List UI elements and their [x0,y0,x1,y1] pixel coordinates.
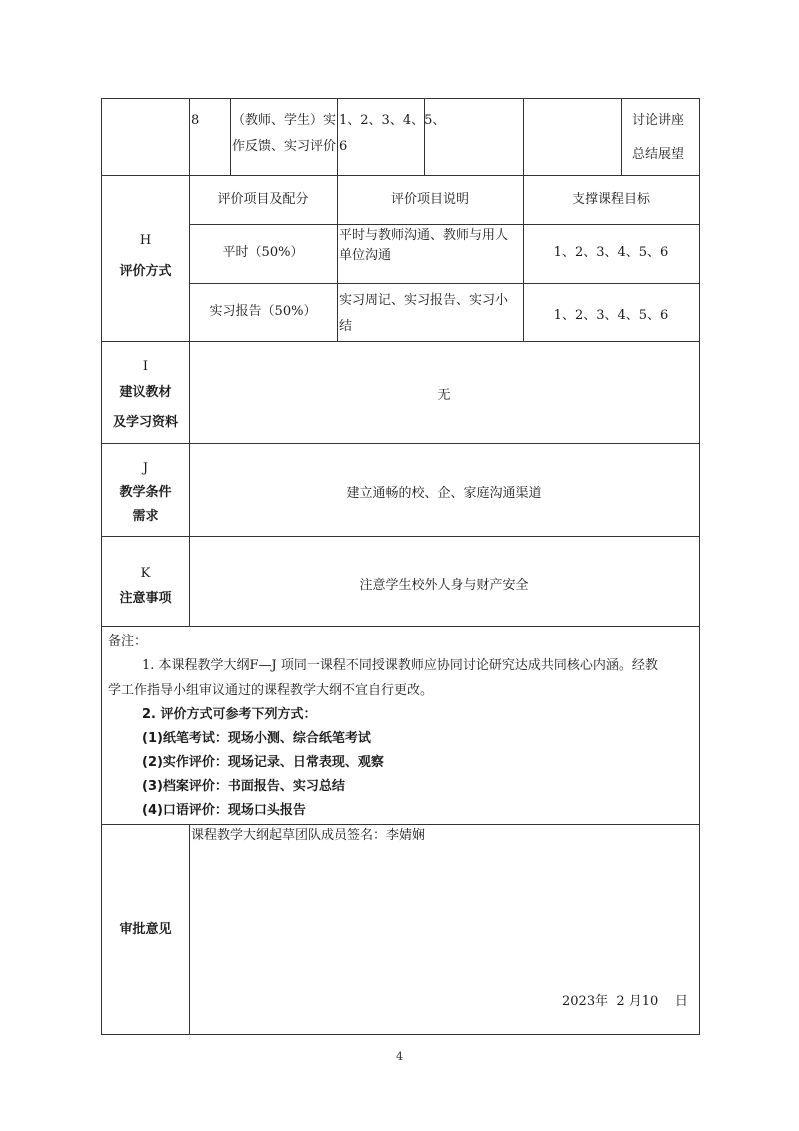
eval-desc-report-2: 结 [339,319,353,334]
goals-line-2: 6 [339,139,348,154]
row-number: 8 [191,113,200,128]
method-line-2: 总结展望 [632,147,685,162]
approval-date: 2023年 2 月10 日 [562,994,688,1009]
section-h-letter: H [139,233,152,248]
section-i-content: 无 [437,388,451,403]
eval-desc-usual-2: 单位沟通 [339,248,392,263]
eval-goals-report: 1、2、3、4、5、6 [553,308,669,323]
method-line-1: 讨论讲座 [632,113,685,128]
notes-line-2: 学工作指导小组审议通过的课程教学大纲不宜自行更改。 [108,683,434,698]
eval-goals-usual: 1、2、3、4、5、6 [553,245,669,260]
section-j-letter: J [142,461,149,476]
notes-item-3: (3)档案评价：书面报告、实习总结 [142,779,345,794]
header-description: 评价项目说明 [390,192,469,207]
page-number: 4 [396,1050,403,1063]
section-k-letter: K [140,566,151,581]
section-h-title: 评价方式 [119,264,172,279]
eval-desc-usual-1: 平时与教师沟通、教师与用人 [339,228,509,243]
section-k-content: 注意学生校外人身与财产安全 [359,578,529,593]
header-goals: 支撑课程目标 [571,192,650,207]
eval-desc-report-1: 实习周记、实习报告、实习小 [339,293,509,308]
activity-line-2: 作反馈、实习评价 [232,139,337,154]
header-item: 评价项目及配分 [217,192,309,207]
section-j-title-1: 教学条件 [119,485,172,500]
eval-item-report: 实习报告（50%） [209,304,317,319]
eval-item-usual: 平时（50%） [222,245,304,260]
goals-line-1: 1、2、3、4、5、 [339,113,446,128]
notes-item-1: (1)纸笔考试：现场小测、综合纸笔考试 [142,731,371,746]
section-k-title: 注意事项 [119,591,172,606]
notes-line-3: 2. 评价方式可参考下列方式： [142,707,317,722]
section-i-title-2: 及学习资料 [112,415,178,430]
notes-label: 备注： [108,634,148,649]
section-i-letter: I [142,359,149,374]
signature-line: 课程教学大纲起草团队成员签名：李婧娴 [191,828,426,843]
notes-item-4: (4)口语评价：现场口头报告 [142,803,306,818]
section-i-title-1: 建议教材 [119,385,172,400]
syllabus-table [101,98,700,1035]
activity-line-1: （教师、学生）实 [232,113,337,128]
notes-line-1: 1. 本课程教学大纲F—J 项同一课程不同授课教师应协同讨论研究达成共同核心内涵。经教 [142,658,658,673]
notes-item-2: (2)实作评价：现场记录、日常表现、观察 [142,755,384,770]
section-j-title-2: 需求 [132,509,159,524]
section-j-content: 建立通畅的校、企、家庭沟通渠道 [346,486,542,501]
approval-label: 审批意见 [119,922,172,937]
